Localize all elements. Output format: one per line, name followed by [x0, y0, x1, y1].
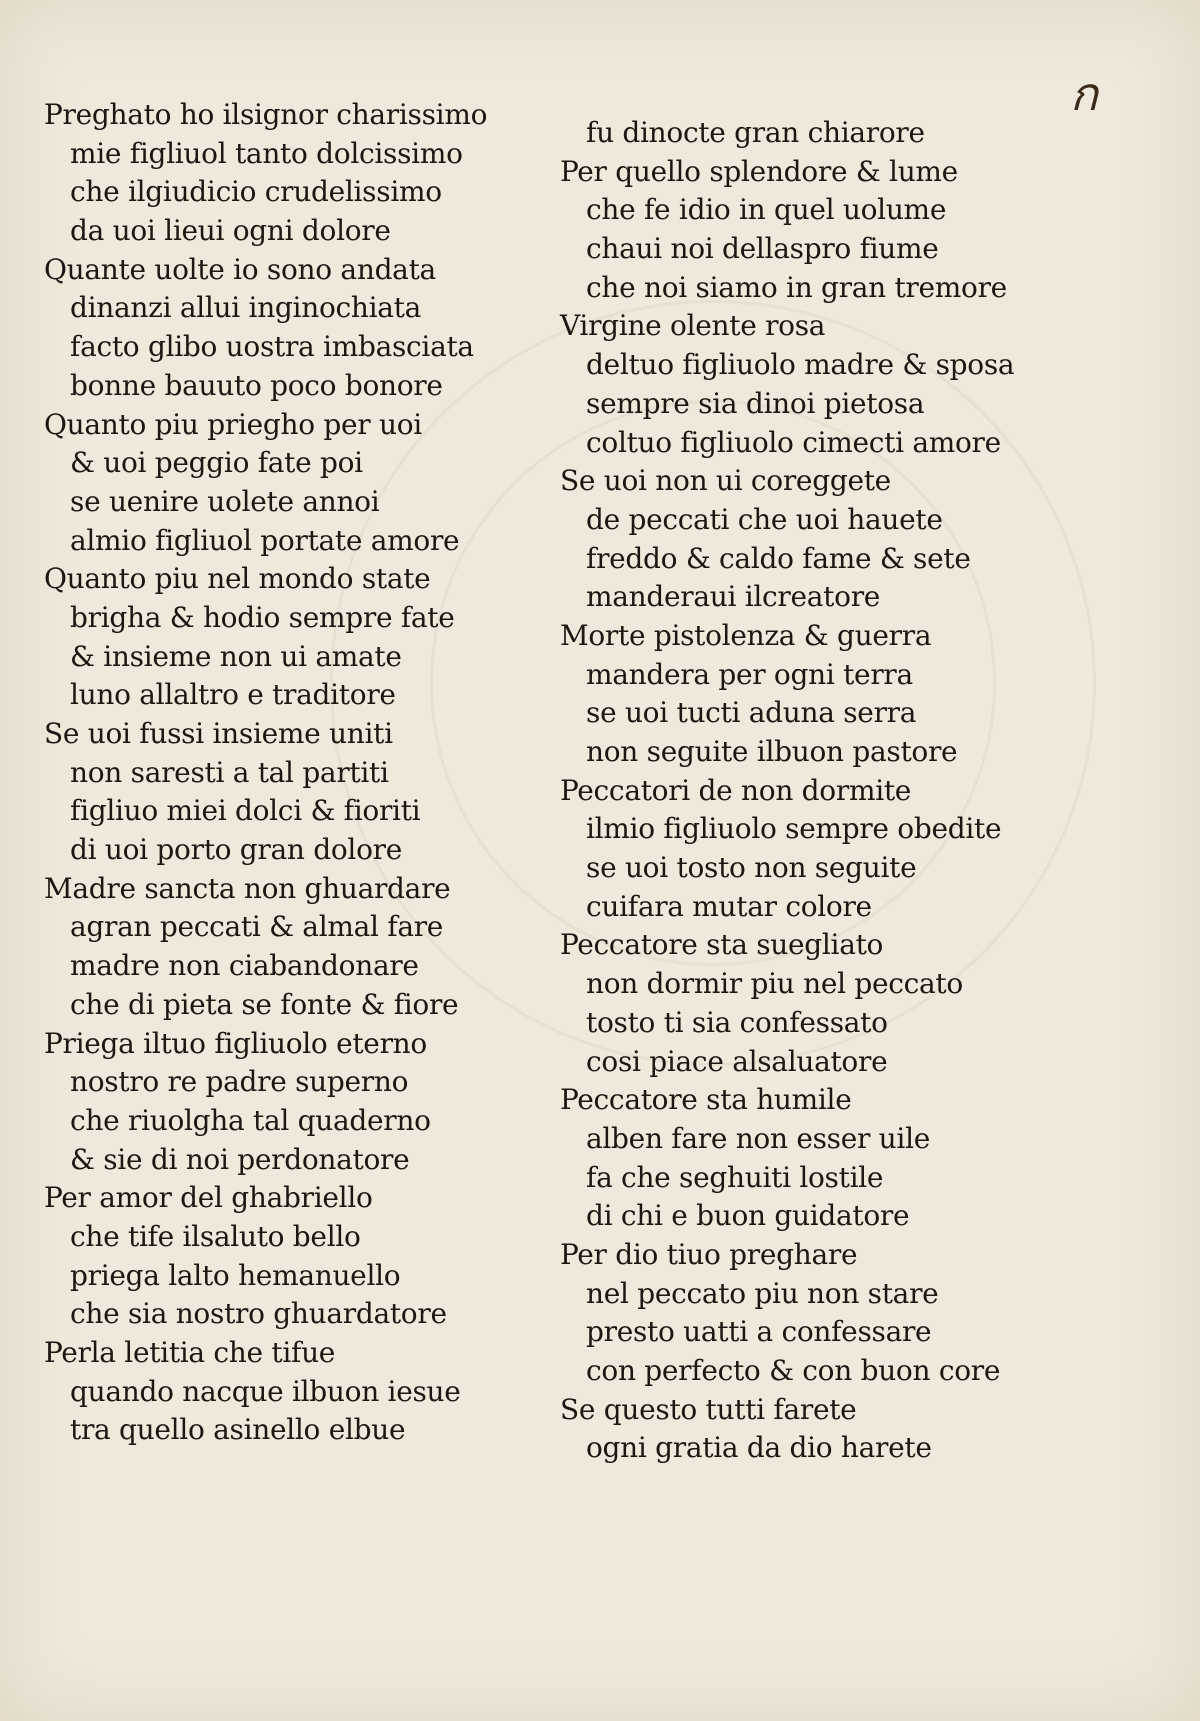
verse-line: cosi piace alsaluatore: [586, 1044, 888, 1078]
verse-line: Priega iltuo figliuolo eterno: [44, 1026, 427, 1060]
verse-line: mandera per ogni terra: [586, 657, 913, 691]
verse-line: Peccatori de non dormite: [560, 773, 912, 807]
verse-line: che di pieta se fonte & fiore: [70, 987, 459, 1021]
verse-line: madre non ciabandonare: [70, 949, 419, 983]
left-verse-column: [44, 96, 514, 1450]
verse-line: che ilgiudicio crudelissimo: [70, 175, 442, 209]
verse-line: de peccati che uoi hauete: [586, 502, 943, 536]
verse-line: che riuolgha tal quaderno: [70, 1103, 431, 1137]
verse-line: & sie di noi perdonatore: [70, 1142, 410, 1176]
verse-line: dinanzi allui inginochiata: [70, 291, 422, 325]
verse-line: non saresti a tal partiti: [70, 755, 389, 789]
verse-line: priega lalto hemanuello: [70, 1258, 401, 1292]
verse-line: sempre sia dinoi pietosa: [586, 386, 925, 420]
verse-line: mie figliuol tanto dolcissimo: [70, 136, 463, 170]
verse-line: alben fare non esser uile: [586, 1121, 930, 1155]
right-verse-column: [560, 114, 1015, 1468]
verse-line: che noi siamo in gran tremore: [586, 270, 1007, 304]
verse-line: da uoi lieui ogni dolore: [70, 214, 391, 248]
verse-line: & uoi peggio fate poi: [70, 446, 363, 480]
verse-line: Se uoi non ui coreggete: [560, 464, 891, 498]
verse-line: che fe idio in quel uolume: [586, 193, 947, 227]
verse-line: Se questo tutti farete: [560, 1392, 857, 1426]
verse-line: ogni gratia da dio harete: [586, 1431, 932, 1465]
verse-line: fa che seghuiti lostile: [586, 1160, 884, 1194]
verse-line: se uoi tosto non seguite: [586, 851, 917, 885]
verse-line: Per amor del ghabriello: [44, 1181, 373, 1215]
verse-line: Peccatore sta suegliato: [560, 928, 884, 962]
verse-line: ilmio figliuolo sempre obedite: [586, 812, 1002, 846]
verse-line: almio figliuol portate amore: [70, 523, 460, 557]
verse-line: Virgine olente rosa: [560, 309, 826, 343]
corner-mark: ก: [1070, 67, 1098, 121]
verse-line: che tife ilsaluto bello: [70, 1219, 361, 1253]
verse-line: Peccatore sta humile: [560, 1083, 852, 1117]
verse-line: di chi e buon guidatore: [586, 1199, 910, 1233]
verse-line: facto glibo uostra imbasciata: [70, 330, 474, 364]
verse-line: Madre sancta non ghuardare: [44, 871, 451, 905]
verse-line: brigha & hodio sempre fate: [70, 600, 455, 634]
verse-line: cuifara mutar colore: [586, 889, 872, 923]
verse-line: Perla letitia che tifue: [44, 1336, 336, 1369]
verse-line: con perfecto & con buon core: [586, 1354, 1001, 1387]
verse-line: nostro re padre superno: [70, 1065, 409, 1099]
verse-line: che sia nostro ghuardatore: [70, 1297, 447, 1331]
verse-line: fu dinocte gran chiarore: [586, 116, 925, 149]
verse-line: tra quello asinello elbue: [70, 1413, 406, 1447]
verse-line: Per dio tiuo preghare: [560, 1237, 858, 1271]
verse-line: luno allaltro e traditore: [70, 678, 396, 712]
verse-line: deltuo figliuolo madre & sposa: [586, 348, 1015, 382]
verse-line: manderaui ilcreatore: [586, 580, 881, 614]
verse-line: Quanto piu nel mondo state: [44, 562, 431, 596]
verse-line: freddo & caldo fame & sete: [586, 541, 971, 575]
verse-line: Morte pistolenza & guerra: [560, 618, 932, 652]
verse-line: Quanto piu priegho per uoi: [44, 407, 422, 441]
verse-line: di uoi porto gran dolore: [70, 833, 402, 867]
verse-line: Se uoi fussi insieme uniti: [44, 717, 393, 750]
verse-line: presto uatti a confessare: [586, 1315, 932, 1349]
verse-line: Per quello splendore & lume: [560, 154, 958, 188]
verse-line: figliuo miei dolci & fioriti: [70, 794, 421, 828]
verse-line: se uoi tucti aduna serra: [586, 696, 917, 730]
verse-line: non seguite ilbuon pastore: [586, 735, 958, 768]
verse-line: chaui noi dellaspro fiume: [586, 232, 939, 266]
verse-line: nel peccato piu non stare: [586, 1276, 939, 1310]
verse-line: se uenire uolete annoi: [70, 484, 380, 518]
verse-line: Quante uolte io sono andata: [44, 252, 436, 286]
verse-line: quando nacque ilbuon iesue: [70, 1374, 461, 1408]
verse-line: bonne bauuto poco bonore: [70, 368, 443, 402]
verse-line: tosto ti sia confessato: [586, 1005, 888, 1039]
verse-line: & insieme non ui amate: [70, 639, 402, 673]
verse-line: non dormir piu nel peccato: [586, 967, 963, 1001]
verse-line: agran peccati & almal fare: [70, 910, 444, 944]
verse-line: Preghato ho ilsignor charissimo: [44, 98, 488, 131]
verse-line: coltuo figliuolo cimecti amore: [586, 425, 1001, 459]
